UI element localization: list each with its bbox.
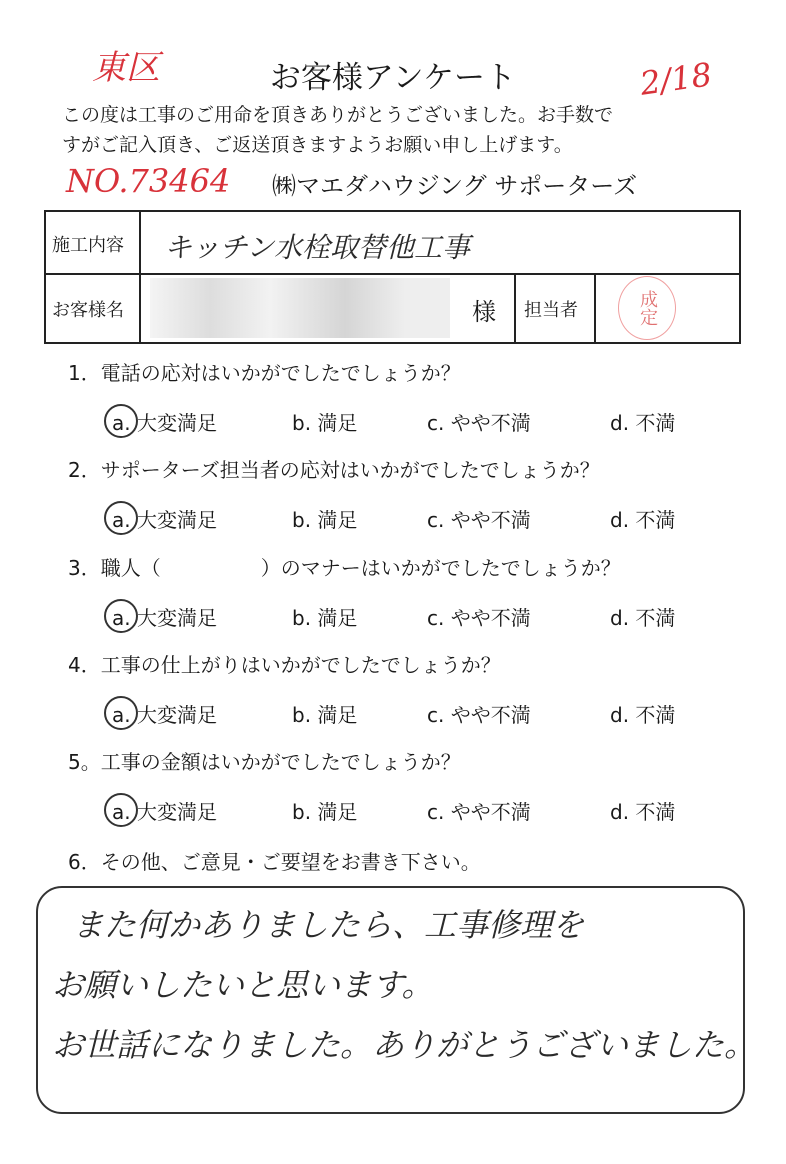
question-1-option-b[interactable]: b. 満足 [292,411,358,435]
question-5-option-d[interactable]: d. 不満 [610,800,676,824]
selected-answer-circle [104,599,138,633]
question-4: 4．工事の仕上がりはいかがでしたでしょうか？ [68,653,501,677]
question-3-option-b[interactable]: b. 満足 [292,606,358,630]
comment-line-2: お願いしたいと思います。 [52,966,434,1004]
question-5: 5。工事の金額はいかがでしたでしょうか？ [68,750,461,774]
selected-answer-circle [104,404,138,438]
customer-suffix: 様 [472,298,496,326]
question-2: 2．サポーターズ担当者の応対はいかがでしたでしょうか？ [68,458,600,482]
selected-answer-circle [104,696,138,730]
comment-line-3: お世話になりました。ありがとうございました。 [52,1026,757,1064]
question-5-option-b[interactable]: b. 満足 [292,800,358,824]
area-annotation: 東区 [92,48,160,88]
form-title: お客様アンケート [269,60,517,96]
info-table [44,210,741,344]
question-6: 6．その他、ご意見・ご要望をお書き下さい。 [68,850,481,874]
question-3-option-a[interactable]: a. 大変満足 [112,606,217,630]
intro-line-1: この度は工事のご用命を頂きありがとうございました。お手数で [62,104,614,126]
question-3: 3．職人（ ）のマナーはいかがでしたでしょうか？ [68,556,621,580]
question-4-option-a[interactable]: a. 大変満足 [112,703,217,727]
question-2-option-c[interactable]: c. やや不満 [427,508,531,532]
question-3-option-d[interactable]: d. 不満 [610,606,676,630]
staff-stamp: 成定 [618,276,676,340]
question-2-option-d[interactable]: d. 不満 [610,508,676,532]
work-value: キッチン水栓取替他工事 [164,231,471,264]
work-label: 施工内容 [52,235,124,256]
intro-line-2: すがご記入頂き、ご返送頂きますようお願い申し上げます。 [62,134,573,156]
question-4-option-d[interactable]: d. 不満 [610,703,676,727]
comment-box [36,886,757,1114]
question-5-option-c[interactable]: c. やや不満 [427,800,531,824]
question-4-option-c[interactable]: c. やや不満 [427,703,531,727]
question-2-option-a[interactable]: a. 大変満足 [112,508,217,532]
number-annotation: NO.73464 [66,162,231,200]
question-5-option-a[interactable]: a. 大変満足 [112,800,217,824]
selected-answer-circle [104,501,138,535]
customer-name-redacted [150,278,450,338]
date-annotation: 2/18 [637,55,715,103]
staff-label: 担当者 [524,300,578,321]
selected-answer-circle [104,793,138,827]
question-1-option-a[interactable]: a. 大変満足 [112,411,217,435]
comment-line-1: また何かありましたら、工事修理を [72,906,585,944]
question-1-option-d[interactable]: d. 不満 [610,411,676,435]
question-4-option-b[interactable]: b. 満足 [292,703,358,727]
question-1: 1．電話の応対はいかがでしたでしょうか？ [68,361,461,385]
question-2-option-b[interactable]: b. 満足 [292,508,358,532]
company-name: ㈱マエダハウジング サポーターズ [272,172,638,200]
customer-label: お客様名 [52,300,124,321]
question-1-option-c[interactable]: c. やや不満 [427,411,531,435]
question-3-option-c[interactable]: c. やや不満 [427,606,531,630]
